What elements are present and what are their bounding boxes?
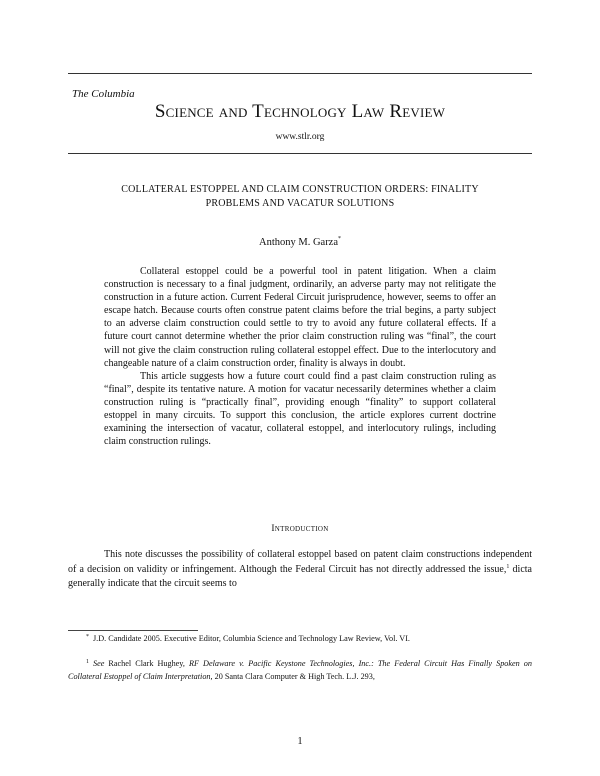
journal-prefix: The Columbia <box>72 88 135 100</box>
intro-text-start: This note discusses the possibility of collateral estoppel based on patent claim constructions independent of a decision on validity or infringement. Although the Federal Circuit has not directly addressed the issue, <box>68 549 532 576</box>
footnote-1 <box>68 656 532 683</box>
author-name: Anthony M. Garza <box>258 237 339 248</box>
abstract <box>104 265 496 448</box>
footnote-1-mark: 1 <box>86 659 89 665</box>
introduction-heading: Introduction <box>271 524 329 534</box>
article-title-line-1: COLLATERAL ESTOPPEL AND CLAIM CONSTRUCTION ORDERS: FINALITY <box>121 184 479 195</box>
introduction-paragraph <box>68 548 532 590</box>
article-title <box>80 183 520 211</box>
journal-url: www.stlr.org <box>275 132 325 142</box>
footnote-1-signal: See <box>93 659 105 668</box>
abstract-paragraph-2: This article suggests how a future court could find a past claim construction ruling as “final”, despite its tentative nature. A motion for vacatur necessarily determines whether a claim construction ruling is “practically final”, providing enough “finality” to support collateral estoppel in many circuits. To support this conclusion, the article explores current doctrine examining the intersection of vacatur, collateral estoppel, and interlocutory rulings, including claim construction rulings. <box>104 370 496 448</box>
footnote-separator <box>68 630 198 631</box>
footnote-1-author: Rachel Clark Hughey, <box>104 659 189 668</box>
intro-text-end: dicta generally indicate that the circuit seems to <box>68 564 532 589</box>
author-footnote-mark: * <box>338 236 342 242</box>
footnote-author-text: J.D. Candidate 2005. Executive Editor, Columbia Science and Technology Law Review, Vol. VI. <box>93 634 410 643</box>
introduction-body <box>68 548 532 590</box>
footnote-1-title: RF Delaware v. Pacific Keystone Technologies, Inc.: The Federal Circuit Has Finally Spoken on Collateral Estoppel of Claim Interpretation <box>68 659 532 681</box>
header-bottom-rule <box>68 153 532 154</box>
abstract-paragraph-1: Collateral estoppel could be a powerful tool in patent litigation. When a claim construction is necessary to a final judgment, ordinarily, an adverse party may not relitigate the construction in a future action. Current Federal Circuit jurisprudence, however, seems to offer an escape hatch. Because courts often construe patent claims before the trial begins, a party subject to an adverse claim construction could settle to try to avoid any future collateral effects. If a future court cannot determine whether the prior claim construction ruling was “final”, the court will not give the claim construction ruling collateral estoppel effect. Due to the interlocutory and changeable nature of a claim construction order, finality is always in doubt. <box>104 266 496 369</box>
header-top-rule <box>68 73 532 74</box>
footnote-author <box>68 632 532 644</box>
journal-title: Science and Technology Law Review <box>154 101 446 122</box>
footnote-1-cite: , 20 Santa Clara Computer & High Tech. L.J. 293, <box>210 672 375 681</box>
page-number: 1 <box>297 736 303 747</box>
footnote-author-mark: * <box>86 634 89 640</box>
author-line <box>0 236 600 248</box>
footnote-ref-1: 1 <box>506 564 510 571</box>
article-title-line-2: PROBLEMS AND VACATUR SOLUTIONS <box>205 198 395 209</box>
